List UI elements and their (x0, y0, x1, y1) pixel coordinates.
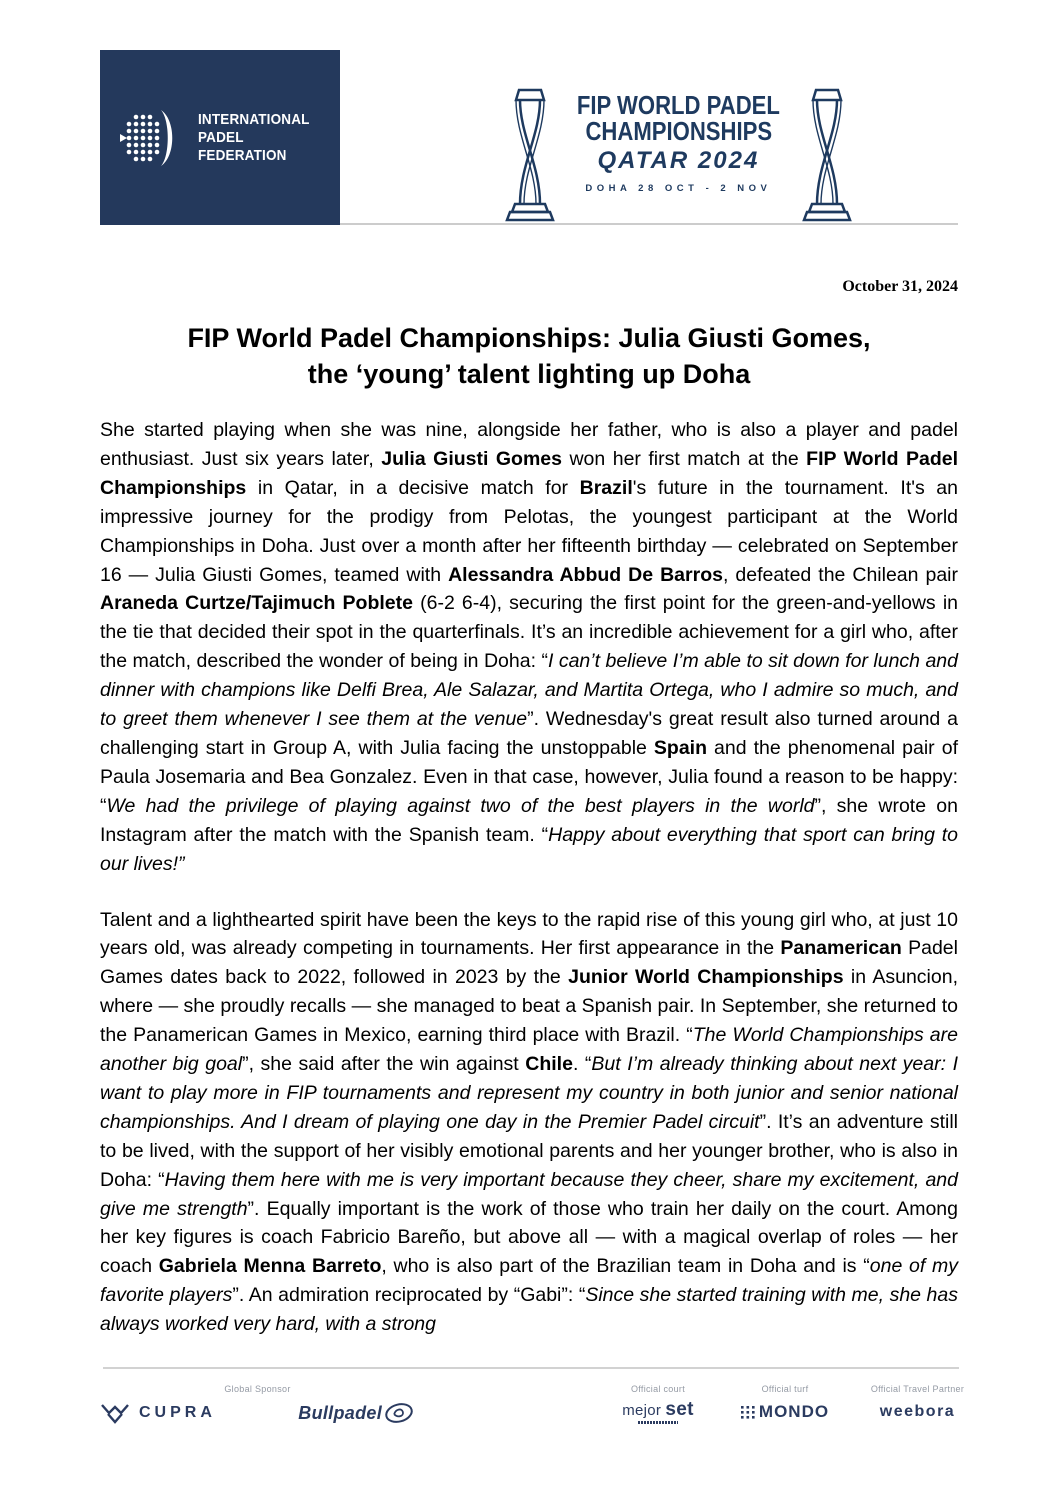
sponsor-caption: Official turf (761, 1384, 809, 1394)
text-run: Chile (525, 1053, 573, 1076)
ipf-name-line3: FEDERATION (197, 146, 287, 164)
sponsor-group-weebora (850, 1384, 985, 1421)
bullpadel-wordmark: Bullpadel (298, 1402, 382, 1423)
text-run: Happy about everything that sport can bring to our lives!” (100, 823, 959, 875)
event-wordmark (559, 86, 798, 224)
text-run: (6-2 6-4), securing the first point for the green-and-yellows in the tie that decided their spot in the quarterfinals. It’s an incredible achievement for a girl who, after the match, described the wonder of being in Doha: “ (100, 592, 958, 673)
text-run: Having them here with me is very important because they cheer, share my excitement, and give me strength (100, 1168, 959, 1220)
mejorset-logo (598, 1400, 718, 1424)
ipf-name-line2: PADEL (197, 128, 244, 146)
mondo-logo (726, 1402, 844, 1422)
text-run: in Qatar, in a decisive match for (246, 476, 580, 499)
text-run: I can’t believe I’m able to sit down for lunch and dinner with champions like Delfi Brea, Ale Salazar, and Martita Ortega, who I admire so much, and to greet them whenever I see them at the venue (100, 650, 959, 731)
text-run: Brazil (579, 476, 633, 499)
sponsor-caption: Global Sponsor (224, 1384, 291, 1394)
trophy-icon (501, 86, 559, 224)
mejorset-subline (638, 1421, 678, 1424)
text-run: ”, she wrote on Instagram after the match with the Spanish team. “ (100, 794, 958, 846)
text-run: 's future in the tournament. It's an impressive journey for the prodigy from Pelotas, the youngest participant at the World Championships in Doha. Just over a month after her fifteenth birthday — celebrated on September 16 — Julia Giusti Gomes, teamed with (100, 476, 958, 586)
event-title-line2: CHAMPIONSHIPS (585, 116, 772, 146)
ipf-wordmark (198, 111, 310, 165)
text-run: Since she started training with me, she has always worked very hard, with a strong (100, 1284, 958, 1336)
text-run: Araneda Curtze/Tajimuch Poblete (100, 592, 413, 615)
text-run: But I’m already thinking about next year: I want to play more in FIP tournaments and represent my country in both junior and senior national championships. And I dream of playing one day in the Premier Padel circuit (100, 1053, 958, 1133)
event-venue-dates: DOHA 28 OCT - 2 NOV (585, 183, 772, 194)
sponsor-group-mejorset (598, 1384, 718, 1424)
text-run: FIP World Padel Championships (100, 447, 959, 499)
mondo-emblem-icon (741, 1406, 755, 1419)
text-run: ”. An admiration reciprocated by “Gabi”: “ (232, 1284, 586, 1307)
text-run: ”. It’s an adventure still to be lived, with the support of her visibly emotional parents and her younger brother, who is also in Doha: “ (100, 1110, 958, 1191)
text-run: Alessandra Abbud De Barros (448, 563, 723, 586)
text-run: Talent and a lighthearted spirit have been the keys to the rapid rise of this young girl who, at just 10 years old, was already competing in tournaments. Her first appearance in the (100, 908, 958, 960)
text-run: Spain (653, 736, 708, 759)
article-title-line2: the ‘young’ talent lighting up Doha (307, 359, 751, 389)
text-run: ”. Equally important is the work of those who train her daily on the court. Among her key figures is coach Fabricio Bareño, but above all — with a magical overlap of roles — her coach (100, 1197, 958, 1278)
ipf-dots-crescent-icon (119, 108, 185, 168)
event-edition: QATAR 2024 (597, 147, 760, 174)
article-title (0, 320, 1058, 392)
text-run: ”. Wednesday's great result also turned around a challenging start in Group A, with Julia facing the unstoppable (100, 708, 958, 759)
text-run: We had the privilege of playing against two of the best players in the world (106, 794, 815, 817)
paragraph (100, 906, 958, 1340)
text-run: Junior World Championships (568, 966, 844, 989)
weebora-wordmark: weebora (879, 1403, 956, 1420)
cupra-emblem-icon (100, 1401, 130, 1425)
text-run: and the phenomenal pair of Paula Josemaria and Bea Gonzalez. Even in that case, however, Julia found a reason to be happy: “ (100, 736, 958, 817)
text-run: one of my favorite players (100, 1255, 958, 1307)
text-run: ”, she said after the win against (242, 1053, 526, 1076)
paragraph (100, 416, 958, 879)
ipf-logo (100, 50, 340, 225)
footer-divider (103, 1367, 959, 1369)
article-title-line1: FIP World Padel Championships: Julia Giusti Gomes, (187, 323, 871, 353)
text-run: in Asuncion, where — she proudly recalls — she managed to beat a Spanish pair. In September, she returned to the Panamerican Games in Mexico, earning third place with Brazil. “ (100, 966, 959, 1047)
event-title-line1: FIP WORLD PADEL (576, 90, 780, 120)
event-logo (501, 86, 823, 224)
mondo-wordmark: MONDO (758, 1402, 830, 1421)
sponsor-caption: Official Travel Partner (870, 1384, 965, 1394)
sponsor-group-global (100, 1384, 415, 1425)
text-run: won her first match at the (562, 447, 807, 470)
mejorset-wordmark-light: mejor (622, 1402, 662, 1419)
trophy-icon (798, 86, 856, 224)
text-run: She started playing when she was nine, alongside her father, who is also a player and padel enthusiast. Just six years later, (100, 419, 958, 470)
text-run: Gabriela Menna Barreto (158, 1255, 382, 1278)
text-run: . “ (572, 1053, 592, 1076)
text-run: Julia Giusti Gomes (381, 447, 562, 470)
text-run: The World Championships are another big goal (100, 1024, 958, 1076)
mejorset-wordmark-bold: set (665, 1399, 694, 1420)
text-run: Panamerican (780, 937, 902, 960)
sponsor-group-mondo (726, 1384, 844, 1422)
date-line: October 31, 2024 (842, 278, 958, 295)
text-run: , who is also part of the Brazilian team in Doha and is “ (381, 1255, 870, 1278)
text-run: , defeated the Chilean pair (722, 563, 958, 586)
cupra-wordmark: CUPRA (139, 1404, 216, 1421)
ipf-name-line1: INTERNATIONAL (197, 110, 310, 128)
bullpadel-logo (298, 1401, 415, 1425)
article-body (100, 416, 958, 1366)
sponsor-caption: Official court (630, 1384, 686, 1394)
bullpadel-emblem-icon (383, 1401, 415, 1425)
text-run: Padel Games dates back to 2022, followed in 2023 by the (100, 937, 958, 989)
cupra-logo (100, 1401, 216, 1425)
